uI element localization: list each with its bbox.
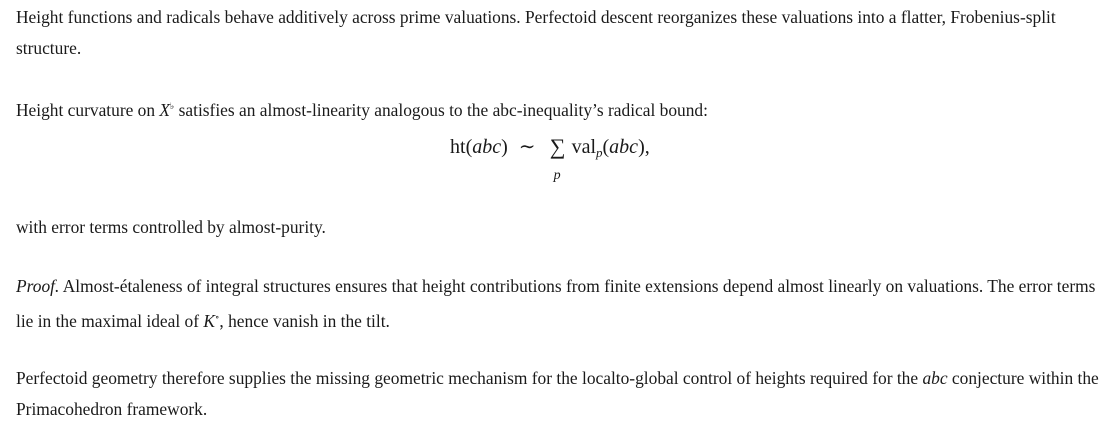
eq-trailing-comma: ,	[644, 136, 650, 158]
p2-variable: X	[159, 100, 171, 120]
paragraph-error-terms: with error terms controlled by almost-purity.	[16, 217, 326, 237]
eq-lhs-function: ht	[450, 136, 466, 158]
eq-sum	[547, 134, 569, 183]
eq-rhs-close: )	[638, 136, 645, 158]
paragraph-conclusion	[16, 363, 1104, 425]
eq-rhs-subscript: p	[596, 145, 603, 160]
paragraph-height-curvature	[16, 91, 1104, 126]
eq-sum-symbol: ∑	[549, 134, 566, 159]
eq-lhs-arg: abc	[472, 136, 502, 158]
p5-text-before: Perfectoid geometry therefore supplies the missing geometric mechanism for the localto-global control of heights required for the	[16, 368, 923, 388]
proof-circle-superscript: ∘	[214, 312, 220, 322]
eq-relation: ∼	[518, 136, 536, 158]
proof-text-2: , hence vanish in the tilt.	[219, 311, 390, 331]
p2-flat-superscript: ♭	[170, 101, 175, 111]
proof-text-1: Almost-étaleness of integral structures ensures that height contributions from finite extensions depend almost linearly on valuations. The error terms lie in the maximal ideal of	[16, 276, 1096, 331]
p5-emphasis: abc	[922, 368, 948, 388]
p2-text-after: satisfies an almost-linearity analogous to the abc-inequality’s radical bound:	[174, 100, 708, 120]
p5-text-after: conjecture within the Primacohedron framework.	[16, 368, 1099, 419]
eq-rhs-function: val	[571, 136, 596, 158]
eq-sum-index: p	[553, 168, 561, 183]
eq-lhs-open: (	[465, 136, 473, 158]
paragraph-proof	[16, 271, 1104, 337]
display-equation	[16, 134, 1104, 198]
eq-rhs-open: (	[602, 136, 610, 158]
p2-text-before: Height curvature on	[16, 100, 160, 120]
paragraph-intro: Height functions and radicals behave additively across prime valuations. Perfectoid descent reorganizes these valuations into a flatter, Frobenius-split structure.	[16, 7, 1056, 58]
proof-label: Proof.	[16, 276, 60, 296]
proof-variable: K	[203, 311, 215, 331]
eq-lhs-close: )	[501, 136, 508, 158]
eq-rhs-arg: abc	[609, 136, 639, 158]
